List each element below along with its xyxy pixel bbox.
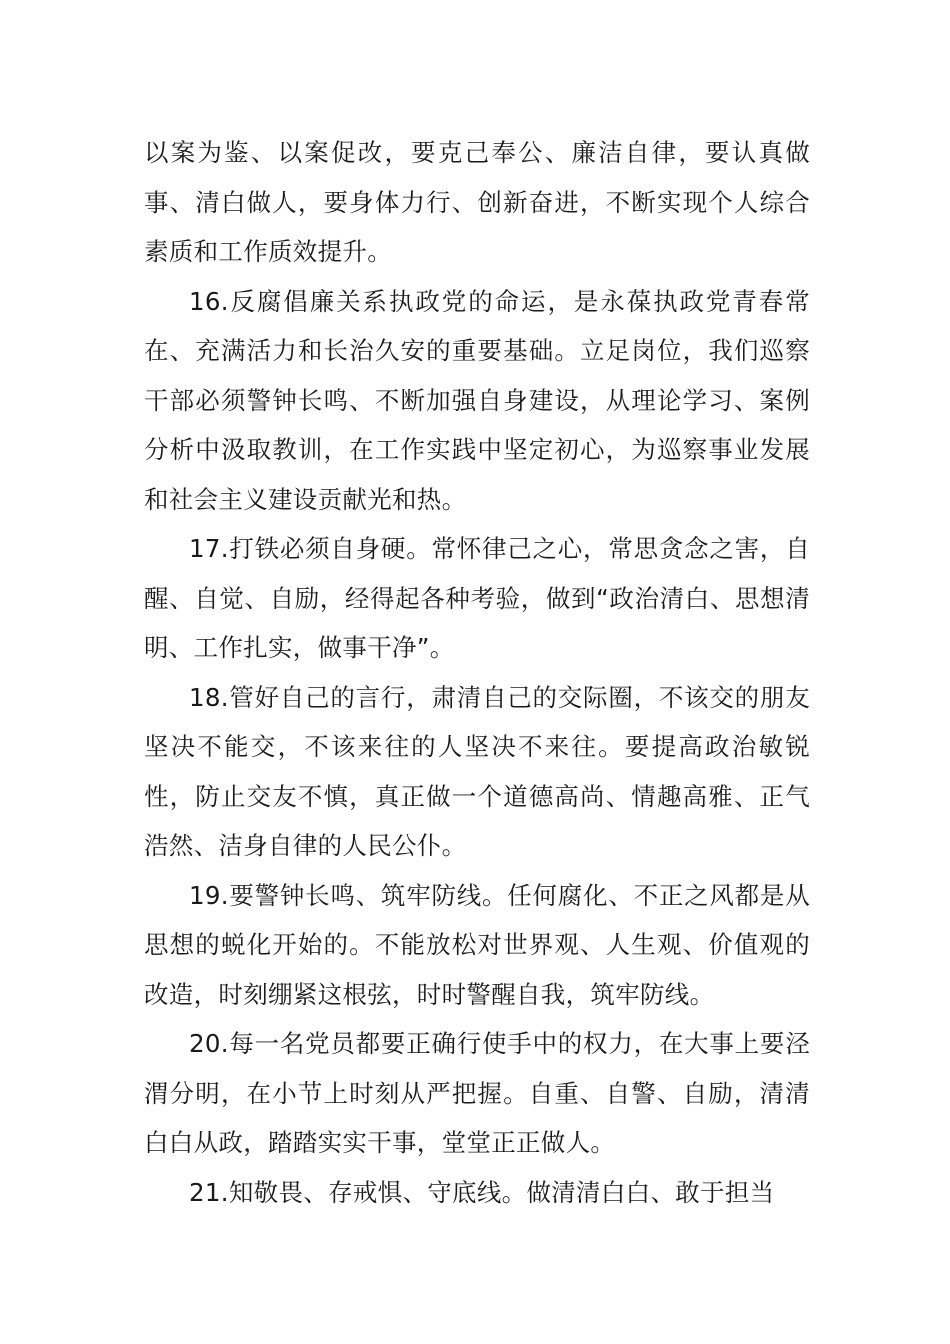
paragraph-19: 19.要警钟长鸣、筑牢防线。任何腐化、不正之风都是从思想的蜕化开始的。不能放松对世界观、人生观、价值观的改造，时刻绷紧这根弦，时时警醒自我，筑牢防线。 [144, 880, 810, 1009]
paragraph-20: 20.每一名党员都要正确行使手中的权力，在大事上要泾渭分明，在小节上时刻从严把握。自重、自警、自励，清清白白从政，踏踏实实干事，堂堂正正做人。 [144, 1029, 810, 1157]
paragraph-continuation: 以案为鉴、以案促改，要克己奉公、廉洁自律，要认真做事、清白做人，要身体力行、创新奋进，不断实现个人综合素质和工作质效提升。 [144, 138, 810, 266]
paragraph-16: 16.反腐倡廉关系执政党的命运，是永葆执政党青春常在、充满活力和长治久安的重要基础。立足岗位，我们巡察干部必须警钟长鸣、不断加强自身建设，从理论学习、案例分析中汲取教训，在工作实践中坚定初心，为巡察事业发展和社会主义建设贡献光和热。 [144, 286, 810, 514]
document-body [144, 128, 810, 1217]
paragraph-17: 17.打铁必须自身硬。常怀律己之心，常思贪念之害，自醒、自觉、自励，经得起各种考验，做到“政治清白、思想清明、工作扎实，做事干净”。 [144, 534, 810, 662]
paragraph-21: 21.知敬畏、存戒惧、守底线。做清清白白、敢于担当 [189, 1177, 775, 1207]
paragraph-18: 18.管好自己的言行，肃清自己的交际圈，不该交的朋友坚决不能交，不该来往的人坚决不来往。要提高政治敏锐性，防止交友不慎，真正做一个道德高尚、情趣高雅、正气浩然、洁身自律的人民公仆。 [144, 682, 810, 860]
